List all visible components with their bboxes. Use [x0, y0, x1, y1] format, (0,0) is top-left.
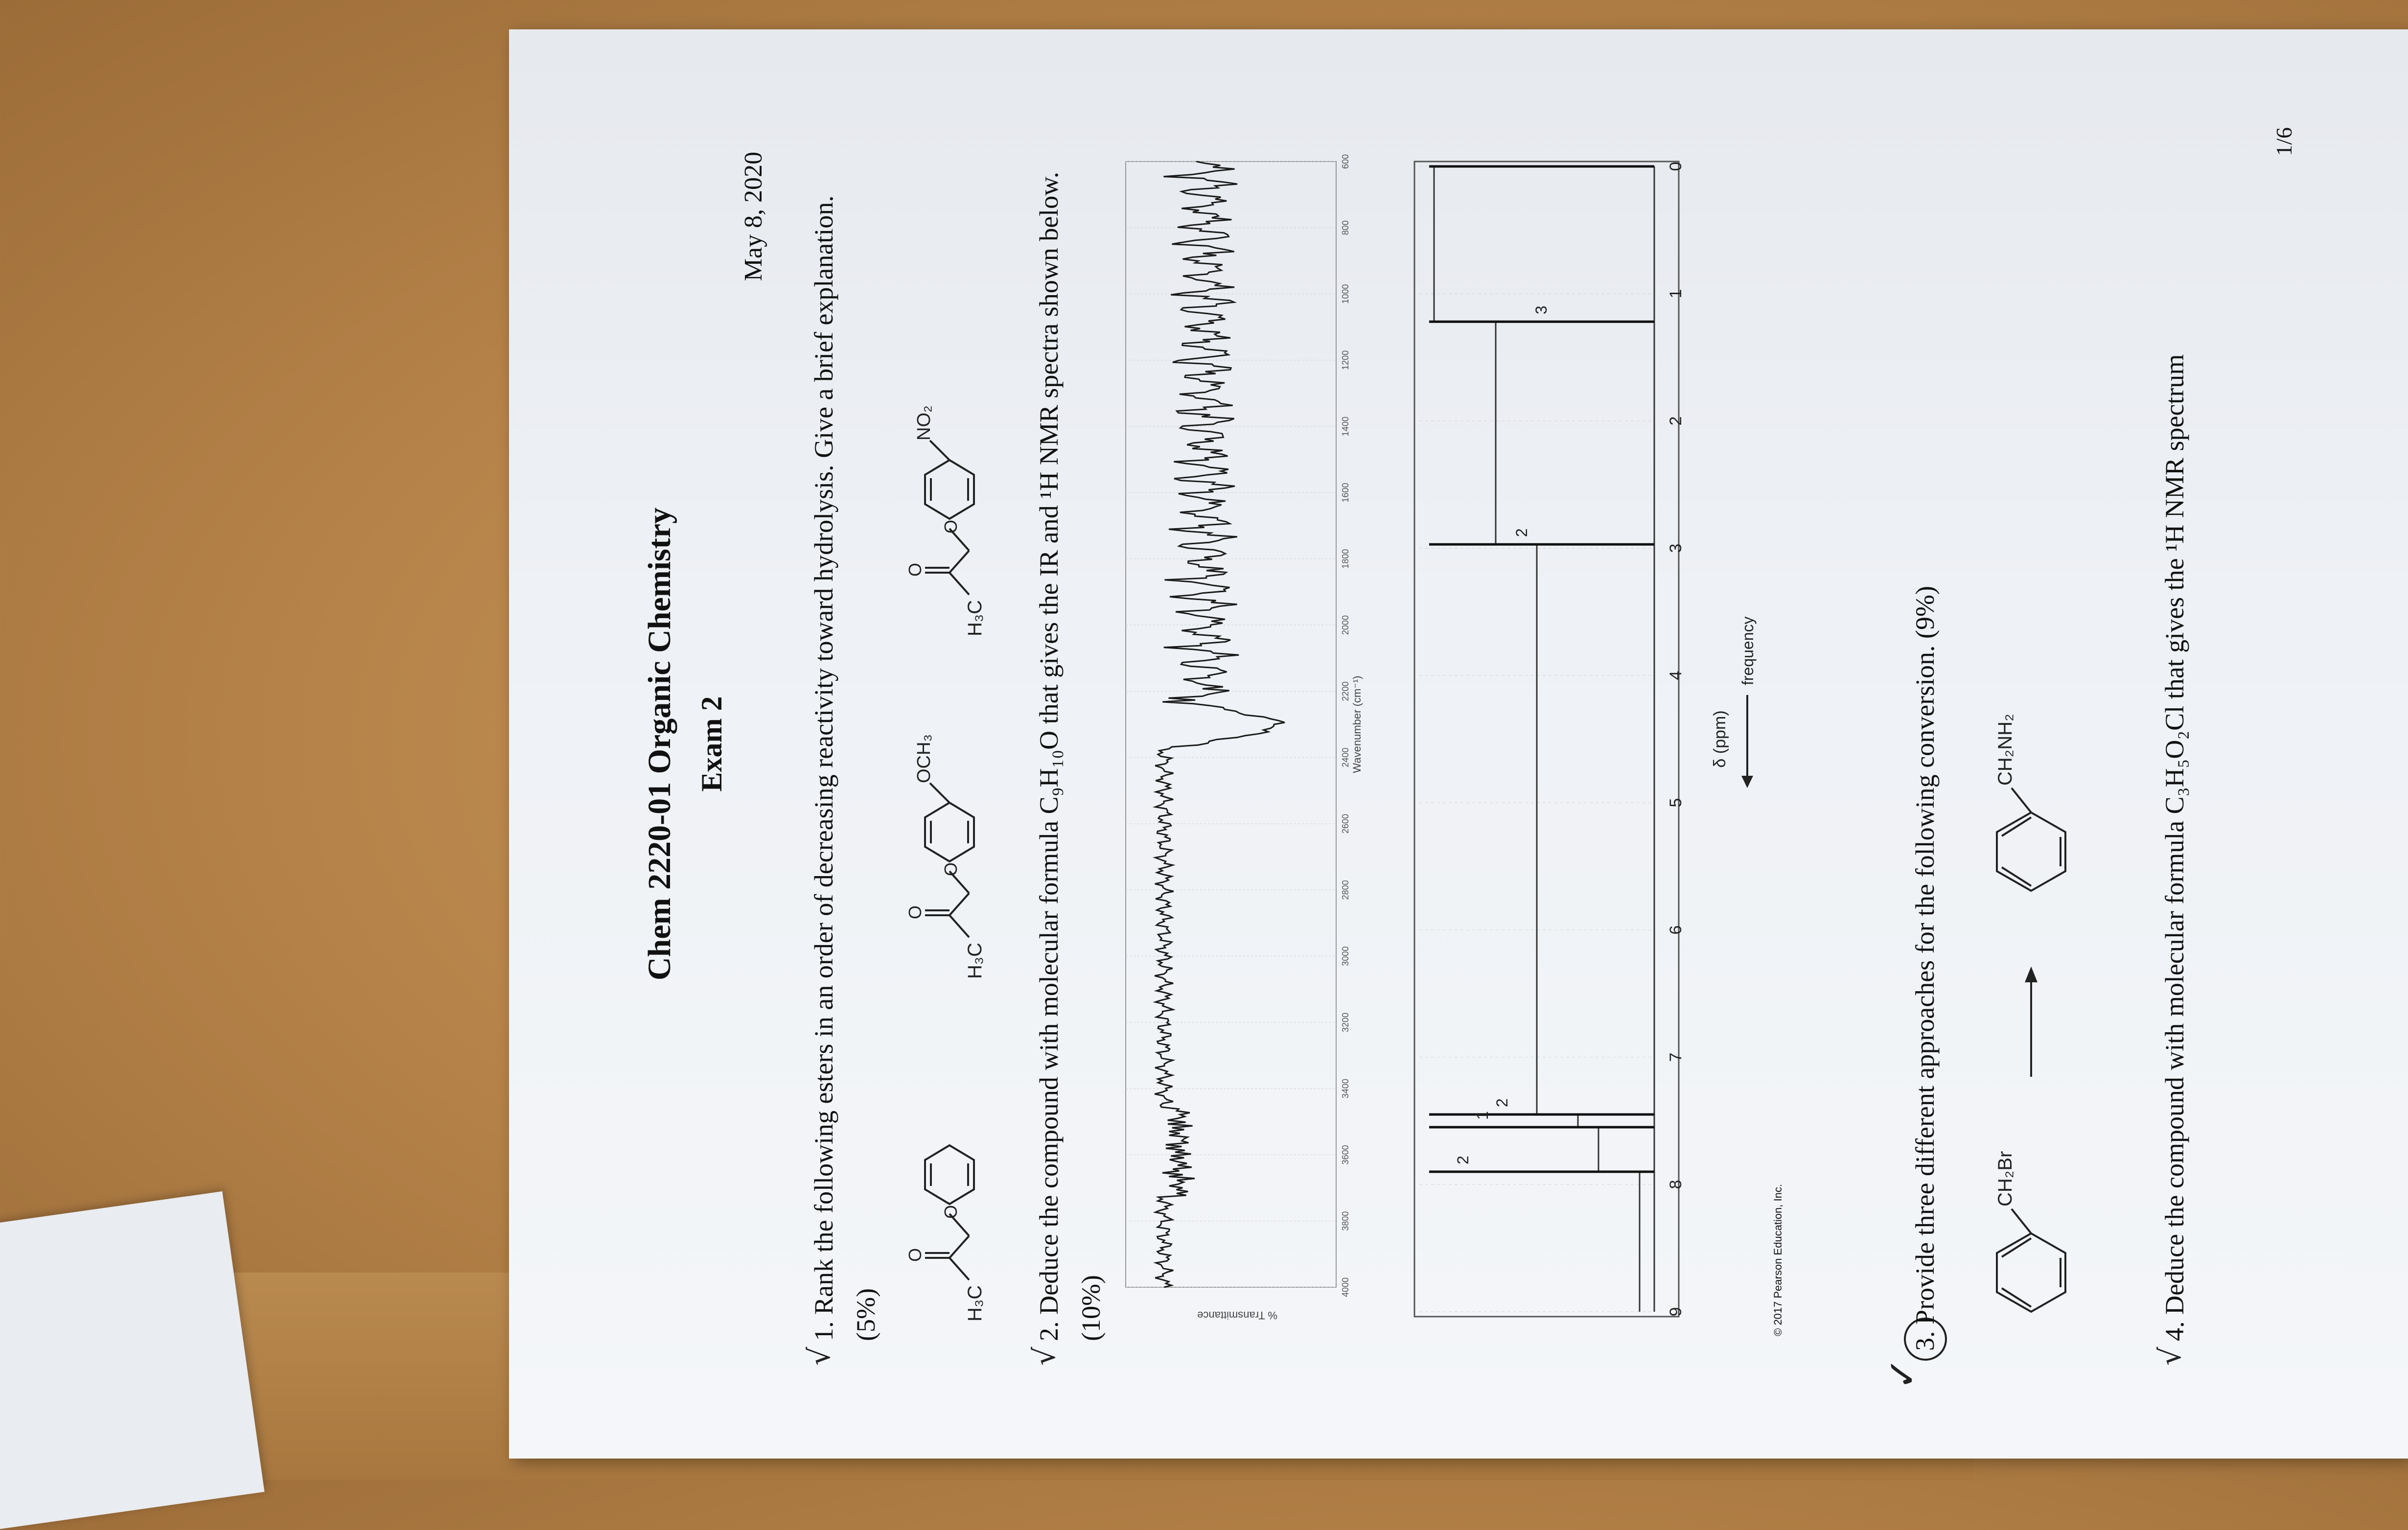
nmr-integration-label: 3	[1532, 305, 1550, 315]
ir-trace	[1155, 162, 1285, 1287]
nmr-peaks	[1429, 166, 1654, 1172]
q2-number: 2.	[1034, 1321, 1064, 1341]
ester1-ether-o: O	[941, 1205, 961, 1219]
q2-check-mark: √	[1028, 1346, 1062, 1366]
methoxyphenyl-acetate-structure	[925, 783, 974, 937]
nmr-tick-label: 4	[1667, 671, 1685, 680]
nmr-axis-note: frequency	[1739, 616, 1757, 685]
ir-tick-label: 1800	[1341, 549, 1350, 569]
ir-tick-label: 2200	[1341, 681, 1350, 701]
ir-copyright: © 2017 Pearson Education, Inc.	[1772, 1184, 1784, 1336]
ir-tick-label: 1600	[1341, 483, 1350, 503]
ir-frame	[1126, 162, 1336, 1287]
nmr-frame	[1414, 162, 1679, 1317]
ester3-methyl-label: H₃C	[964, 600, 986, 636]
nmr-tick-label: 8	[1667, 1180, 1685, 1189]
nmr-integration-label: 2	[1513, 528, 1530, 537]
ir-tick-labels	[1341, 154, 1350, 1297]
ir-tick-label: 600	[1341, 154, 1350, 169]
ir-xlabel: Wavenumber (cm⁻¹)	[1351, 675, 1363, 773]
q1-ester-structures	[896, 308, 1023, 1336]
ester2-methyl-label: H₃C	[964, 942, 986, 979]
ir-tick-label: 3600	[1341, 1145, 1350, 1165]
benzylamine-ring	[1997, 812, 2065, 891]
ir-tick-label: 1200	[1341, 350, 1350, 370]
frequency-arrowhead	[1741, 776, 1753, 788]
ester3-ether-o: O	[941, 519, 961, 533]
ir-tick-label: 2600	[1341, 813, 1350, 834]
nmr-tick-labels	[1667, 162, 1685, 1317]
nmr-tick-label: 7	[1667, 1052, 1685, 1062]
q4-text: Deduce the compound with molecular formula C₃H₅O₂Cl that gives the ¹H NMR spectrum	[2160, 354, 2189, 1315]
nmr-integration-label: 2	[1454, 1156, 1472, 1164]
product-label: CH₂NH₂	[1994, 714, 2016, 786]
ester1-carbonyl-o: O	[905, 1248, 925, 1262]
ir-tick-label: 4000	[1341, 1277, 1350, 1298]
q3-check-mark: ✓	[1879, 1357, 1925, 1390]
ir-grid	[1126, 162, 1336, 1287]
nmr-tick-label: 9	[1667, 1307, 1685, 1317]
benzyl-bromide-ring	[1997, 1233, 2065, 1312]
question-3	[1904, 152, 1946, 1351]
nmr-xlabel: δ (ppm)	[1711, 710, 1729, 768]
ir-tick-label: 1000	[1341, 284, 1350, 304]
exam-page	[509, 29, 2408, 1459]
folded-sheet-corner	[0, 1191, 264, 1530]
ester3-carbonyl-o: O	[905, 562, 925, 577]
ester2-ether-o: O	[941, 862, 961, 876]
course-title: Chem 2220-01 Organic Chemistry	[642, 507, 677, 981]
q4-check-mark: √	[2153, 1346, 2188, 1366]
nmr-tick-label: 2	[1667, 416, 1685, 426]
question-4	[2153, 142, 2196, 1341]
q3-number: 3.	[1910, 1331, 1940, 1351]
ir-ylabel: % Transmittance	[1197, 1309, 1277, 1321]
ester1-methyl-label: H₃C	[964, 1285, 986, 1321]
nmr-tick-label: 5	[1667, 798, 1685, 808]
q1-number: 1.	[809, 1321, 838, 1341]
q4-number: 4.	[2160, 1321, 2189, 1341]
q2-text: Deduce the compound with molecular formula C₉H₁₀O that gives the IR and ¹H NMR spectra shown below. (10%)	[1034, 171, 1106, 1341]
q1-check-mark: √	[803, 1346, 837, 1366]
ir-tick-label: 3800	[1341, 1211, 1350, 1231]
ir-tick-label: 3400	[1341, 1079, 1350, 1099]
reactant-label: CH₂Br	[1994, 1151, 2016, 1206]
q1-text: Rank the following esters in an order of decreasing reactivity toward hydrolysis. Give a brief explanation. (5%)	[809, 195, 880, 1341]
ester2-substituent: OCH₃	[914, 734, 934, 783]
nitrophenyl-acetate-structure	[925, 440, 974, 595]
ir-tick-label: 1400	[1341, 417, 1350, 437]
nmr-integral-curve	[1434, 166, 1640, 1312]
nmr-tick-label: 3	[1667, 543, 1685, 553]
nmr-integration-labels	[1454, 305, 1550, 1164]
ir-tick-label: 2400	[1341, 747, 1350, 767]
ir-tick-label: 3000	[1341, 946, 1350, 966]
question-2	[1028, 142, 1112, 1341]
ir-tick-label: 3200	[1341, 1012, 1350, 1032]
ester2-carbonyl-o: O	[905, 905, 925, 919]
page-number: 1/6	[2271, 127, 2296, 156]
ir-tick-label: 800	[1341, 220, 1350, 235]
q3-text: Provide three different approaches for the following conversion. (9%)	[1910, 586, 1940, 1324]
ester3-substituent: NO₂	[914, 405, 934, 440]
q3-conversion-scheme	[1958, 352, 2085, 1331]
nmr-tick-label: 0	[1667, 162, 1685, 171]
nmr-spectrum	[1410, 127, 1762, 1341]
nmr-tick-label: 6	[1667, 925, 1685, 935]
ir-tick-label: 2000	[1341, 615, 1350, 635]
exam-date: May 8, 2020	[740, 152, 767, 281]
nmr-integration-label: 2	[1493, 1098, 1511, 1107]
ir-tick-label: 2800	[1341, 880, 1350, 900]
question-1	[803, 142, 887, 1341]
exam-title: Exam 2	[695, 696, 728, 792]
nmr-integration-label: 1	[1474, 1111, 1491, 1120]
ir-spectrum	[1116, 132, 1390, 1331]
nmr-tick-label: 1	[1667, 289, 1685, 299]
